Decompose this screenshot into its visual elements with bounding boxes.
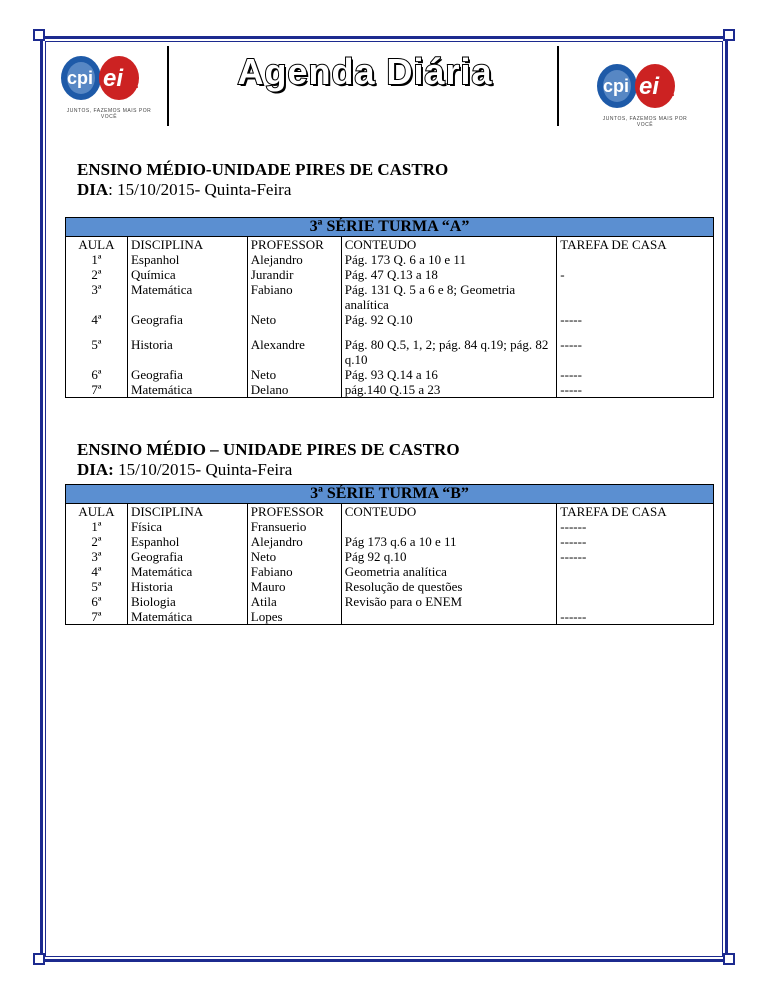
cell-disciplina: Geografia (127, 367, 247, 382)
cell-professor: Neto (247, 367, 341, 382)
table-header-row (66, 237, 714, 253)
cell-tarefa: ------ (557, 609, 714, 625)
table-row (66, 312, 714, 337)
cell-conteudo: Resolução de questões (341, 579, 557, 594)
cell-conteudo: Pág. 92 Q.10 (341, 312, 557, 337)
logo-caption-right: JUNTOS, FAZEMOS MAIS POR VOCÊ (602, 116, 688, 128)
table-row (66, 609, 714, 625)
cell-professor: Neto (247, 312, 341, 337)
table-row (66, 337, 714, 367)
cell-aula: 2ª (91, 534, 102, 549)
cell-conteudo: Pág. 131 Q. 5 a 6 e 8; Geometria analítica (341, 282, 557, 312)
cell-disciplina: Matemática (127, 564, 247, 579)
table-row (66, 564, 714, 579)
cell-aula: 1ª (91, 519, 102, 534)
class-title: 3ª SÉRIE TURMA “A” (66, 218, 714, 237)
cell-aula: 7ª (91, 382, 102, 397)
cell-tarefa (557, 579, 714, 594)
class-title-row (66, 485, 714, 504)
cell-tarefa: ----- (557, 382, 714, 398)
cell-disciplina: Física (127, 519, 247, 534)
cell-disciplina: Geografia (127, 312, 247, 337)
cell-professor: Atila (247, 594, 341, 609)
cell-aula: 1ª (91, 252, 102, 267)
cell-tarefa: ----- (557, 367, 714, 382)
cell-aula: 3ª (91, 549, 102, 564)
table-header-row (66, 504, 714, 520)
table-row (66, 367, 714, 382)
cell-tarefa: ------ (557, 549, 714, 564)
section-b-heading (77, 440, 460, 480)
frame-corner-top-left (33, 29, 45, 41)
cell-conteudo: Pág 92 q.10 (341, 549, 557, 564)
logo-caption-left: JUNTOS, FAZEMOS MAIS POR VOCÊ (66, 108, 152, 120)
cell-professor: Alexandre (247, 337, 341, 367)
cell-aula: 2ª (91, 267, 102, 282)
cell-professor: Fabiano (247, 564, 341, 579)
class-title: 3ª SÉRIE TURMA “B” (66, 485, 714, 504)
cell-aula: 5ª (91, 337, 102, 352)
cell-conteudo: Geometria analítica (341, 564, 557, 579)
cell-professor: Fabiano (247, 282, 341, 312)
frame-corner-bottom-right (723, 953, 735, 965)
svg-text:ei: ei (639, 73, 660, 100)
section-a-heading (77, 160, 448, 200)
frame-corner-top-right (723, 29, 735, 41)
cell-disciplina: Biologia (127, 594, 247, 609)
cell-disciplina: Química (127, 267, 247, 282)
cell-professor: Neto (247, 549, 341, 564)
cell-tarefa (557, 252, 714, 267)
col-header-professor: PROFESSOR (247, 504, 341, 520)
cell-disciplina: Espanhol (127, 534, 247, 549)
cell-professor: Alejandro (247, 534, 341, 549)
schedule-table-b (65, 484, 714, 625)
page-title: Agenda Diária (237, 51, 493, 92)
cell-aula: 3ª (91, 282, 102, 297)
class-title-row (66, 218, 714, 237)
cell-tarefa: ----- (557, 337, 714, 367)
page-header (55, 46, 715, 130)
section-b-school: ENSINO MÉDIO – UNIDADE PIRES DE CASTRO (77, 440, 460, 459)
table-row (66, 282, 714, 312)
cell-tarefa: ----- (557, 312, 714, 337)
cell-conteudo (341, 519, 557, 534)
cell-disciplina: Matemática (127, 609, 247, 625)
table-row (66, 382, 714, 398)
table-body (66, 504, 714, 625)
col-header-aula: AULA (78, 237, 115, 252)
cell-aula: 4ª (91, 312, 102, 327)
cell-aula: 6ª (91, 367, 102, 382)
cell-tarefa (557, 282, 714, 312)
cell-aula: 7ª (91, 609, 102, 624)
table-body (66, 237, 714, 398)
section-a-day: DIA: 15/10/2015- Quinta-Feira (77, 180, 292, 199)
cell-conteudo: pág.140 Q.15 a 23 (341, 382, 557, 398)
cell-conteudo: Pág. 47 Q.13 a 18 (341, 267, 557, 282)
table-row (66, 579, 714, 594)
svg-text:..: .. (667, 83, 675, 99)
cell-disciplina: Historia (127, 579, 247, 594)
cell-tarefa (557, 594, 714, 609)
cell-aula: 5ª (91, 579, 102, 594)
cell-professor: Delano (247, 382, 341, 398)
col-header-aula: AULA (78, 504, 115, 519)
frame-corner-bottom-left (33, 953, 45, 965)
table-row (66, 519, 714, 534)
col-header-conteudo: CONTEUDO (341, 237, 557, 253)
cell-aula: 4ª (91, 564, 102, 579)
cell-disciplina: Geografia (127, 549, 247, 564)
section-a-school: ENSINO MÉDIO-UNIDADE PIRES DE CASTRO (77, 160, 449, 179)
cell-tarefa (557, 564, 714, 579)
cell-professor: Mauro (247, 579, 341, 594)
cell-conteudo: Pág. 173 Q. 6 a 10 e 11 (341, 252, 557, 267)
col-header-professor: PROFESSOR (247, 237, 341, 253)
cell-disciplina: Matemática (127, 282, 247, 312)
table-row (66, 267, 714, 282)
col-header-tarefa: TAREFA DE CASA (557, 237, 714, 253)
table-row (66, 252, 714, 267)
cell-disciplina: Espanhol (127, 252, 247, 267)
cell-tarefa: ------ (557, 519, 714, 534)
cell-professor: Lopes (247, 609, 341, 625)
table-row (66, 534, 714, 549)
school-logo-left (59, 48, 159, 118)
cell-disciplina: Matemática (127, 382, 247, 398)
col-header-conteudo: CONTEUDO (341, 504, 557, 520)
col-header-disciplina: DISCIPLINA (127, 237, 247, 253)
cell-conteudo: Revisão para o ENEM (341, 594, 557, 609)
svg-text:cpi: cpi (67, 68, 94, 88)
school-logo-right (595, 56, 695, 126)
cell-conteudo (341, 609, 557, 625)
header-divider-right (557, 46, 559, 126)
cell-aula: 6ª (91, 594, 102, 609)
cell-disciplina: Historia (127, 337, 247, 367)
cell-conteudo: Pág. 93 Q.14 a 16 (341, 367, 557, 382)
schedule-table-a (65, 217, 714, 398)
header-divider-left (167, 46, 169, 126)
svg-text:..: .. (131, 75, 139, 91)
col-header-tarefa: TAREFA DE CASA (557, 504, 714, 520)
cell-conteudo: Pág 173 q.6 a 10 e 11 (341, 534, 557, 549)
cell-professor: Jurandir (247, 267, 341, 282)
col-header-disciplina: DISCIPLINA (127, 504, 247, 520)
table-row (66, 549, 714, 564)
cell-professor: Fransuerio (247, 519, 341, 534)
cell-conteudo: Pág. 80 Q.5, 1, 2; pág. 84 q.19; pág. 82 q.10 (341, 337, 557, 367)
page-title-wrap (172, 52, 558, 92)
table-row (66, 594, 714, 609)
svg-text:ei: ei (103, 65, 124, 92)
cell-tarefa: ------ (557, 534, 714, 549)
svg-text:cpi: cpi (603, 76, 630, 96)
cell-professor: Alejandro (247, 252, 341, 267)
section-b-day: DIA: 15/10/2015- Quinta-Feira (77, 460, 293, 479)
cell-tarefa: - (557, 267, 714, 282)
